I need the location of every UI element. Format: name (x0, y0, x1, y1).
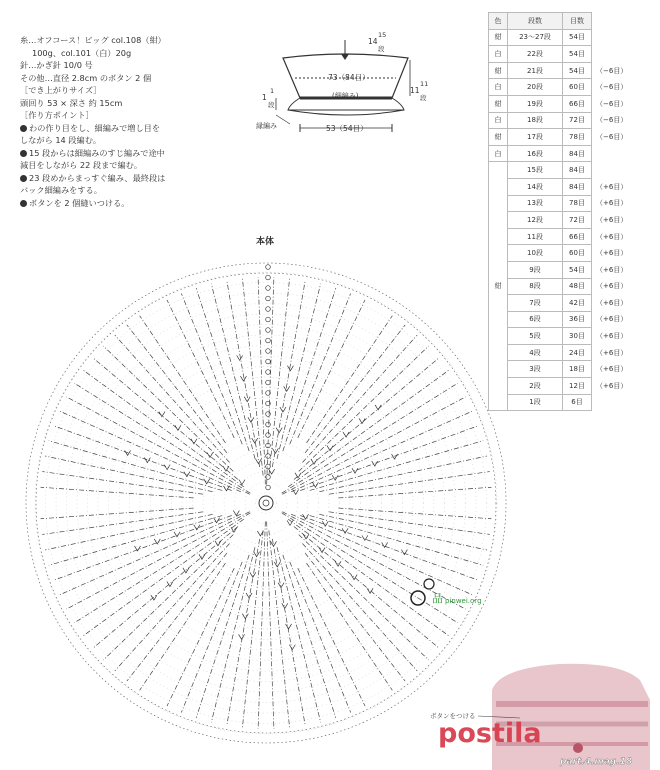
stitch-column (299, 346, 429, 471)
stitch-column (66, 397, 249, 494)
points-heading: ［作り方ポイント］ (20, 110, 94, 120)
table-cell-change: （−6目） (596, 99, 628, 108)
point-1-cont: しながら 14 段編む。 (20, 135, 102, 145)
stitch-count-table (488, 12, 627, 411)
stitch-column (329, 472, 490, 495)
right-unit: 段 (420, 94, 427, 102)
table-cell-color: 白 (489, 46, 508, 63)
table-cell-color (489, 328, 508, 345)
table-cell-color (489, 311, 508, 328)
increase-mark (207, 452, 213, 457)
table-row (489, 228, 627, 245)
stitch-column (258, 277, 265, 484)
stitch-column (211, 284, 255, 459)
table-cell-round: 14段 (508, 178, 563, 195)
stitch-column (103, 346, 233, 471)
increase-mark (151, 595, 157, 600)
increase-mark (287, 520, 293, 525)
stitch-column (272, 280, 305, 467)
increase-mark (204, 479, 210, 484)
table-cell-change (592, 162, 627, 179)
table-cell-round: 8段 (508, 278, 563, 295)
stitch-column (242, 530, 263, 727)
table-cell-color: 紺 (489, 129, 508, 146)
table-cell-change: （+6目） (596, 282, 628, 291)
increase-mark (287, 366, 293, 371)
table-cell-round: 3段 (508, 361, 563, 378)
table-cell-round: 19段 (508, 95, 563, 112)
stitch-column (42, 472, 203, 495)
chain-stitch (266, 328, 271, 333)
increase-mark (282, 603, 288, 608)
table-cell-color: 白 (489, 112, 508, 129)
table-cell-round: 11段 (508, 228, 563, 245)
stitch-column (307, 563, 393, 690)
table-cell-sts: 66目 (563, 228, 592, 245)
increase-mark (144, 458, 150, 463)
chain-stitch (266, 485, 271, 490)
chain-stitch (266, 275, 271, 280)
stitch-column (269, 530, 290, 727)
table-row (489, 95, 627, 112)
stitch-column (294, 526, 439, 648)
increase-mark (248, 417, 254, 422)
table-cell-sts: 6目 (563, 394, 592, 411)
table-cell-change: （−6目） (596, 116, 628, 125)
stitch-column (298, 300, 365, 438)
right-dim: 11 (410, 86, 420, 95)
edge-label: 縁編み (256, 122, 277, 130)
stitch-column (329, 512, 490, 535)
stitch-column (66, 512, 249, 609)
table-cell-change (592, 46, 627, 63)
chain-stitch (266, 370, 271, 375)
table-cell-round: 2段 (508, 378, 563, 395)
table-row (489, 178, 627, 195)
table-cell-round: 9段 (508, 261, 563, 278)
increase-mark (289, 645, 295, 650)
increase-mark (250, 572, 256, 577)
stitch-column (74, 383, 250, 493)
table-cell-change: （+6目） (596, 232, 628, 241)
note-other: その他…直径 2.8cm のボタン 2 個 (20, 72, 152, 83)
table-cell-sts: 84目 (563, 162, 592, 179)
table-cell-color: 白 (489, 79, 508, 96)
corner-watermark: part.4.mag.18 (560, 757, 633, 767)
table-cell-sts: 18目 (563, 361, 592, 378)
header-round: 段数 (508, 13, 563, 30)
magic-ring (259, 496, 273, 510)
stitch-column (74, 513, 250, 623)
point-2: 15 段からは細編みのすじ編みで途中 (20, 147, 260, 160)
table-cell-round: 13段 (508, 195, 563, 212)
table-cell-sts: 12目 (563, 378, 592, 395)
stitch-column (305, 325, 405, 453)
table-cell-sts: 78目 (563, 129, 592, 146)
increase-mark (246, 593, 252, 598)
table-cell-sts: 60目 (563, 79, 592, 96)
table-cell-color: 紺 (489, 29, 508, 46)
table-cell-color (489, 261, 508, 278)
stitch-column (41, 508, 194, 519)
site-watermark: pinwei.org (445, 597, 482, 605)
increase-mark (252, 438, 258, 443)
stitch-column (115, 544, 230, 671)
stitch-column (283, 555, 336, 718)
table-row (489, 129, 627, 146)
table-cell-change: （+6目） (596, 332, 628, 341)
hat-photo (492, 664, 650, 770)
stitch-column (140, 316, 226, 443)
svg-text:品: 品 (432, 592, 443, 605)
table-row (489, 46, 627, 63)
chain-stitch (266, 475, 271, 480)
table-cell-sts: 30目 (563, 328, 592, 345)
table-cell-color (489, 394, 508, 411)
table-cell-color (489, 361, 508, 378)
increase-mark (352, 468, 358, 473)
header-color: 色 (489, 13, 508, 30)
table-cell-round: 6段 (508, 311, 563, 328)
note-hook: 針…かぎ針 10/0 号 (20, 60, 93, 70)
table-row (489, 112, 627, 129)
table-cell-change: （−6目） (596, 132, 628, 141)
table-cell-sts: 54目 (563, 29, 592, 46)
table-cell-color (489, 295, 508, 312)
table-row (489, 29, 627, 46)
table-row (489, 278, 627, 295)
table-cell-color: 紺 (489, 95, 508, 112)
stitch-column (242, 278, 263, 475)
table-cell-round: 12段 (508, 212, 563, 229)
table-cell-change: （+6目） (596, 315, 628, 324)
table-row (489, 361, 627, 378)
table-row (489, 378, 627, 395)
table-cell-sts: 84目 (563, 145, 592, 162)
stitch-column (277, 284, 321, 459)
table-cell-round: 16段 (508, 145, 563, 162)
point-1: わの作り目をし、細編みで増し目を (20, 122, 260, 135)
table-row (489, 295, 627, 312)
stitch-column (227, 539, 260, 726)
table-cell-color (489, 212, 508, 229)
table-cell-sts: 72目 (563, 212, 592, 229)
chain-stitch (266, 307, 271, 312)
table-cell-round: 4段 (508, 344, 563, 361)
table-cell-color: 白 (489, 145, 508, 162)
table-cell-change: （+6目） (596, 348, 628, 357)
table-row (489, 311, 627, 328)
button-callout: ボタンをつける (430, 712, 476, 720)
table-cell-change (592, 145, 627, 162)
table-cell-round: 10段 (508, 245, 563, 262)
table-cell-color (489, 162, 508, 179)
table-cell-round: 18段 (508, 112, 563, 129)
stitch-column (196, 555, 249, 718)
chain-stitch (266, 422, 271, 427)
table-cell-round: 21段 (508, 62, 563, 79)
table-cell-sts: 24目 (563, 344, 592, 361)
table-cell-color (489, 344, 508, 361)
stitch-column (267, 521, 274, 728)
chain-stitch (266, 412, 271, 417)
table-cell-color: 紺 (489, 62, 508, 79)
table-cell-change: （+6目） (596, 215, 628, 224)
top-unit: 段 (378, 45, 385, 53)
stitch-column (103, 535, 233, 660)
size-heading: ［でき上がりサイズ］ (20, 85, 102, 95)
stitch-column (167, 568, 234, 706)
increase-mark (312, 482, 318, 487)
increase-mark (278, 583, 284, 588)
table-cell-sts: 72目 (563, 112, 592, 129)
stitch-column (300, 426, 478, 491)
table-cell-sts: 60目 (563, 245, 592, 262)
stitch-column (211, 547, 255, 722)
table-cell-color (489, 228, 508, 245)
table-cell-change: （+6目） (596, 265, 628, 274)
crochet-chart (26, 263, 506, 743)
table-cell-sts: 48目 (563, 278, 592, 295)
stitch-column (302, 544, 417, 671)
left-unit: 段 (268, 101, 275, 109)
point-2-cont: 減目をしながら 22 段まで編む。 (20, 160, 143, 170)
table-row (489, 195, 627, 212)
table-cell-change: （+6目） (596, 298, 628, 307)
table-header-row (489, 13, 627, 30)
table-cell-change: （+6目） (596, 381, 628, 390)
table-cell-sts: 54目 (563, 261, 592, 278)
table-cell-change (592, 29, 627, 46)
table-row (489, 261, 627, 278)
stitch-column (338, 508, 491, 519)
stitch-column (299, 535, 429, 660)
table-cell-sts: 42目 (563, 295, 592, 312)
increase-mark (191, 439, 197, 444)
stitch-column (277, 547, 321, 722)
top-dim: 14 (368, 37, 378, 46)
stitch-column (93, 526, 238, 648)
table-cell-round: 17段 (508, 129, 563, 146)
table-cell-round: 7段 (508, 295, 563, 312)
table-cell-change: （−6目） (596, 66, 628, 75)
increase-mark (311, 459, 317, 464)
stitch-column (167, 300, 234, 438)
chain-stitch (266, 359, 271, 364)
body-label: 本体 (256, 237, 275, 247)
table-row (489, 394, 627, 411)
table-row (489, 62, 627, 79)
increase-mark (367, 588, 373, 593)
chain-stitch (266, 464, 271, 469)
table-row (489, 328, 627, 345)
chain-stitch (266, 338, 271, 343)
point-4: ボタンを 2 個縫いつける。 (20, 197, 260, 210)
bottom-dim: 53（54目） (326, 124, 368, 133)
table-cell-change: （+6目） (596, 199, 628, 208)
mid-label: (細編み) (332, 92, 359, 100)
table-cell-round: 20段 (508, 79, 563, 96)
increase-mark (164, 465, 170, 470)
table-row (489, 162, 627, 179)
increase-mark (295, 473, 301, 478)
pinwei-logo (411, 579, 482, 605)
table-row (489, 212, 627, 229)
left-frac: 1 (270, 87, 275, 95)
stitch-column (282, 383, 458, 493)
table-cell-color (489, 378, 508, 395)
stitch-column (115, 335, 230, 462)
table-cell-round: 15段 (508, 162, 563, 179)
table-cell-change: （+6目） (596, 365, 628, 374)
table-cell-change: （+6目） (596, 249, 628, 258)
table-cell-change: （+6目） (596, 182, 628, 191)
stitch-column (298, 568, 365, 706)
chain-stitch (266, 296, 271, 301)
stitch-column (282, 397, 465, 494)
table-cell-change (592, 394, 627, 411)
note-yarn: 糸…オフコース！ビッグ col.108（紺） (20, 35, 166, 45)
stitch-column (269, 278, 290, 475)
table-row (489, 245, 627, 262)
stitch-column (338, 487, 491, 498)
point-3: 23 段めからまっすぐ編み、最終段は (20, 172, 260, 185)
header-stitches: 目数 (563, 13, 592, 30)
stitch-column (227, 280, 260, 467)
postila-watermark: postila (438, 718, 542, 749)
chain-stitch (266, 380, 271, 385)
table-cell-sts: 84目 (563, 178, 592, 195)
stitch-column (282, 513, 458, 623)
table-cell-round: 22段 (508, 46, 563, 63)
table-cell-round: 1段 (508, 394, 563, 411)
top-frac: 15 (378, 31, 387, 39)
table-cell-color (489, 195, 508, 212)
hat-shape-diagram (276, 40, 410, 132)
increase-mark (239, 634, 245, 639)
table-cell-round: 5段 (508, 328, 563, 345)
table-row (489, 79, 627, 96)
table-cell-color (489, 245, 508, 262)
increase-mark (343, 432, 349, 437)
table-cell-change: （−6目） (596, 83, 628, 92)
table-cell-color: 紺 (489, 278, 508, 295)
chain-stitch (266, 286, 271, 291)
stitch-column (41, 487, 194, 498)
left-dim: 1 (262, 93, 267, 102)
table-row (489, 344, 627, 361)
table-cell-sts: 78目 (563, 195, 592, 212)
mid-dim: 73（84目） (328, 73, 370, 82)
chain-stitch (266, 317, 271, 322)
stitch-column (127, 553, 227, 681)
table-cell-sts: 66目 (563, 95, 592, 112)
table-cell-sts: 54目 (563, 62, 592, 79)
stitch-column (300, 515, 478, 580)
stitch-column (302, 335, 417, 462)
stitch-column (54, 515, 232, 580)
point-3-cont: バック細編みをする。 (20, 185, 102, 195)
increase-mark (272, 448, 278, 453)
note-yarn-amount: 100g、col.101（白）20g (32, 47, 132, 58)
table-cell-color (489, 178, 508, 195)
table-row (489, 145, 627, 162)
size-text: 頭回り 53 × 深さ 約 15cm (20, 97, 123, 108)
chain-stitch (266, 265, 271, 270)
stitch-column (42, 512, 203, 535)
table-cell-sts: 36目 (563, 311, 592, 328)
table-cell-round: 23〜27段 (508, 29, 563, 46)
chain-stitch (266, 349, 271, 354)
right-frac: 11 (420, 80, 429, 88)
table-cell-sts: 54目 (563, 46, 592, 63)
